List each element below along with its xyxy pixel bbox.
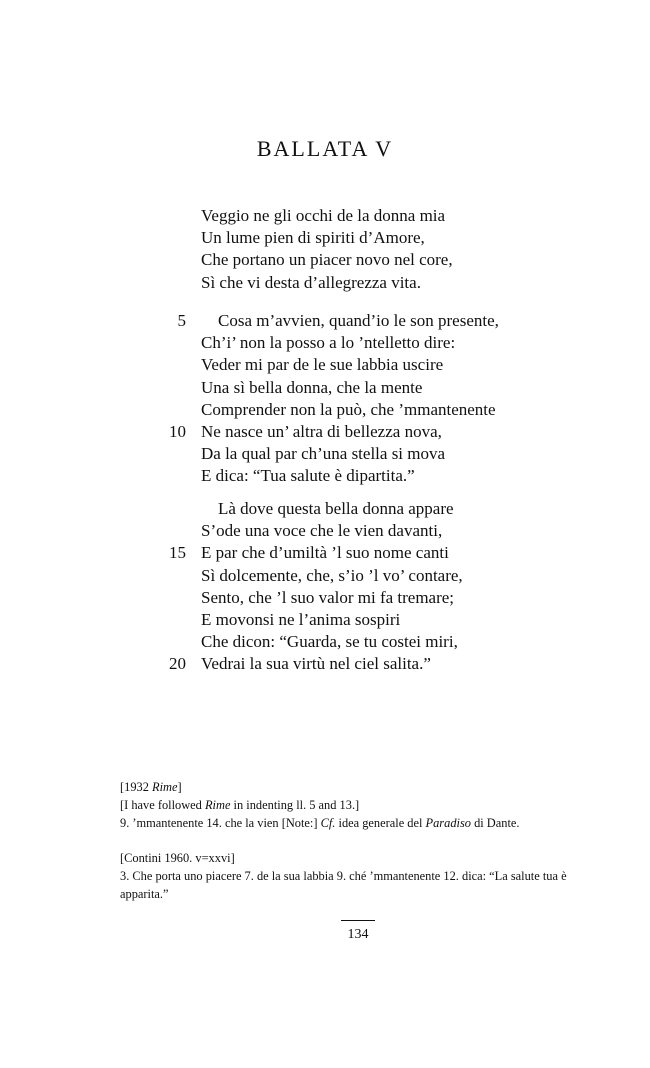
line-text: E par che d’umiltà ’l suo nome canti — [201, 543, 449, 563]
poem-line — [150, 332, 570, 354]
note-text: ] — [177, 780, 182, 794]
line-number: 10 — [169, 422, 186, 442]
poem-line — [150, 399, 570, 421]
poem-line — [150, 249, 570, 271]
poem-line — [150, 443, 570, 465]
line-number: 15 — [169, 543, 186, 563]
poem-line — [150, 272, 570, 294]
line-text: Un lume pien di spiriti d’Amore, — [201, 228, 425, 248]
poem-line — [150, 565, 570, 587]
poem-line — [150, 227, 570, 249]
note-text: [1932 — [120, 780, 153, 794]
note-variants-1960: 3. Che porta uno piacere 7. de la sua labbia 9. ché ’mmantenente 12. dica: “La salute tua è apparita.” — [120, 869, 567, 901]
poem-title: BALLATA V — [256, 136, 394, 161]
line-text: Veggio ne gli occhi de la donna mia — [201, 206, 446, 225]
poem-line — [150, 631, 570, 653]
page-number: 134 — [347, 927, 369, 942]
poem-line — [150, 310, 570, 332]
line-number: 20 — [169, 654, 186, 674]
line-text: Sento, che ’l suo valor mi fa tremare; — [201, 587, 455, 607]
note-source-1960: [Contini 1960. v=xxvi] — [120, 851, 235, 865]
note-variants-1932 — [120, 814, 600, 832]
line-text: Veder mi par de le sue labbia uscire — [201, 355, 444, 375]
note-italic-title: Rime — [204, 798, 231, 812]
poem-line — [150, 609, 570, 631]
poem-line — [150, 421, 570, 443]
note-italic-title: Paradiso — [425, 816, 471, 830]
line-text: Ne nasce un’ altra di bellezza nova, — [201, 422, 442, 442]
poem-line — [150, 205, 570, 227]
poem-line — [150, 520, 570, 542]
poem-line — [150, 377, 570, 399]
note-italic-cf: Cf. — [320, 816, 336, 830]
note-text: [I have followed — [120, 798, 205, 812]
note-source-1932 — [120, 778, 600, 796]
notes-1932 — [120, 778, 600, 832]
line-text: Vedrai la sua virtù nel ciel salita.” — [201, 654, 431, 674]
poem-line — [150, 498, 570, 520]
poem-line — [150, 354, 570, 376]
stanza-2 — [150, 310, 570, 488]
line-text: Ch’i’ non la posso a lo ’ntelletto dire: — [201, 333, 456, 353]
line-text: Che portano un piacer novo nel core, — [201, 250, 453, 270]
note-text: 9. ’mmantenente 14. che la vien [Note:] — [120, 816, 321, 830]
stanza-3 — [150, 498, 570, 676]
note-italic-title: Rime — [152, 780, 178, 794]
line-text: Da la qual par ch’una stella si mova — [201, 444, 446, 464]
note-text: di Dante. — [470, 816, 520, 830]
stanza-1 — [150, 205, 570, 294]
note-indentation — [120, 796, 600, 814]
notes-1960 — [120, 849, 600, 903]
note-text: idea generale del — [335, 816, 426, 830]
line-text: Là dove questa bella donna appare — [218, 499, 454, 518]
line-text: S’ode una voce che le vien davanti, — [201, 521, 443, 541]
page-number-rule — [341, 920, 375, 921]
line-text: Sì dolcemente, che, s’io ’l vo’ contare, — [201, 565, 463, 585]
line-text: Cosa m’avvien, quand’io le son presente, — [218, 311, 499, 330]
line-text: Comprender non la può, che ’mmantenente — [201, 399, 496, 419]
line-number: 5 — [177, 311, 186, 330]
line-text: E movonsi ne l’anima sospiri — [201, 610, 401, 630]
line-text: Una sì bella donna, che la mente — [201, 377, 423, 397]
poem-line — [150, 587, 570, 609]
poem-line — [150, 465, 570, 487]
note-text: in indenting ll. 5 and 13.] — [230, 798, 360, 812]
poem-line — [150, 542, 570, 564]
poem-line — [150, 653, 570, 675]
line-text: E dica: “Tua salute è dipartita.” — [201, 466, 415, 486]
line-text: Sì che vi desta d’allegrezza vita. — [201, 272, 421, 292]
line-text: Che dicon: “Guarda, se tu costei miri, — [201, 632, 458, 652]
